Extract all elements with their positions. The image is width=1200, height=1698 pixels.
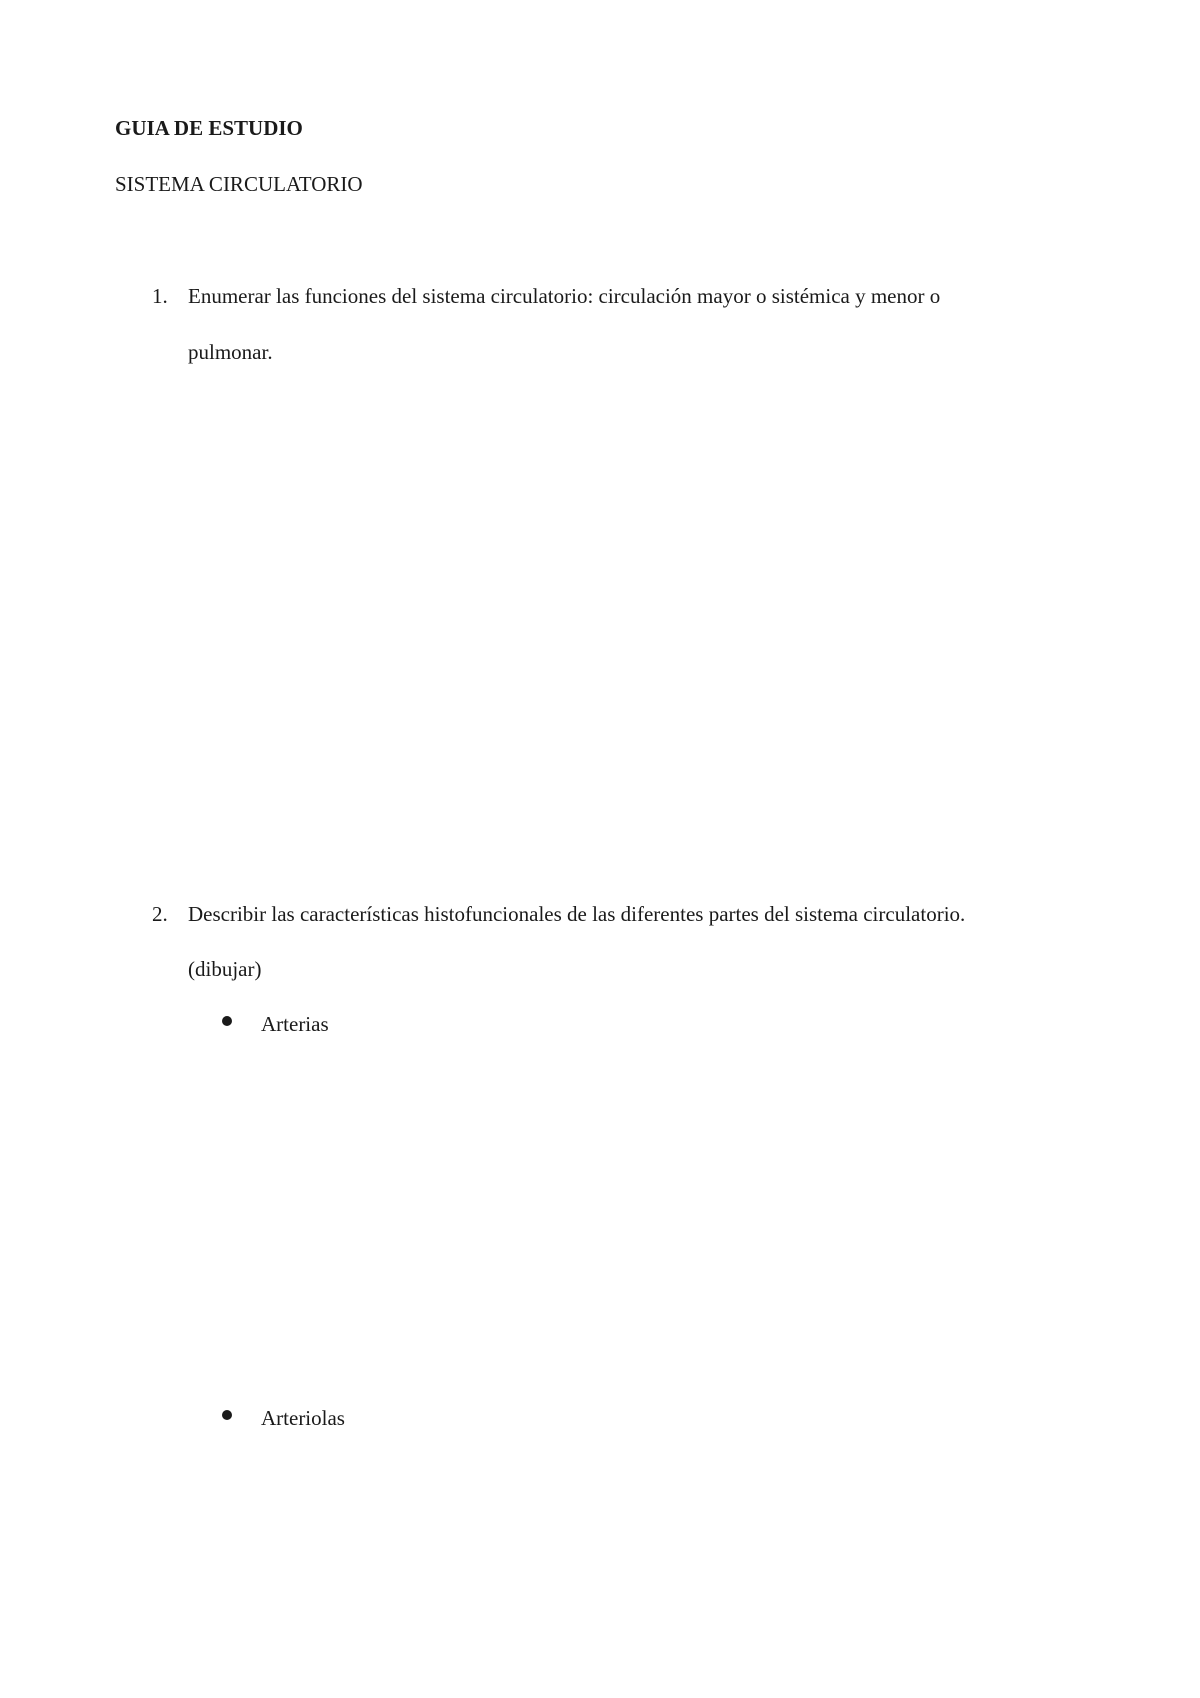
bullet-item-arteriolas: Arteriolas [261, 1406, 345, 1430]
question-1-text-line-1: Enumerar las funciones del sistema circulatorio: circulación mayor o sistémica y menor o [188, 284, 941, 308]
bullet-item-arterias: Arterias [261, 1012, 329, 1036]
question-2-number: 2. [152, 902, 168, 926]
question-1-number: 1. [152, 284, 168, 308]
bullet-dot-icon [222, 1016, 232, 1026]
question-2-text-line-1: Describir las características histofuncionales de las diferentes partes del sistema circulatorio. [188, 902, 966, 926]
document-title: GUIA DE ESTUDIO [115, 116, 303, 140]
question-2-text-line-2: (dibujar) [188, 957, 262, 981]
question-1-text-line-2: pulmonar. [188, 340, 273, 364]
bullet-dot-icon [222, 1410, 232, 1420]
document-subtitle: SISTEMA CIRCULATORIO [115, 172, 363, 196]
